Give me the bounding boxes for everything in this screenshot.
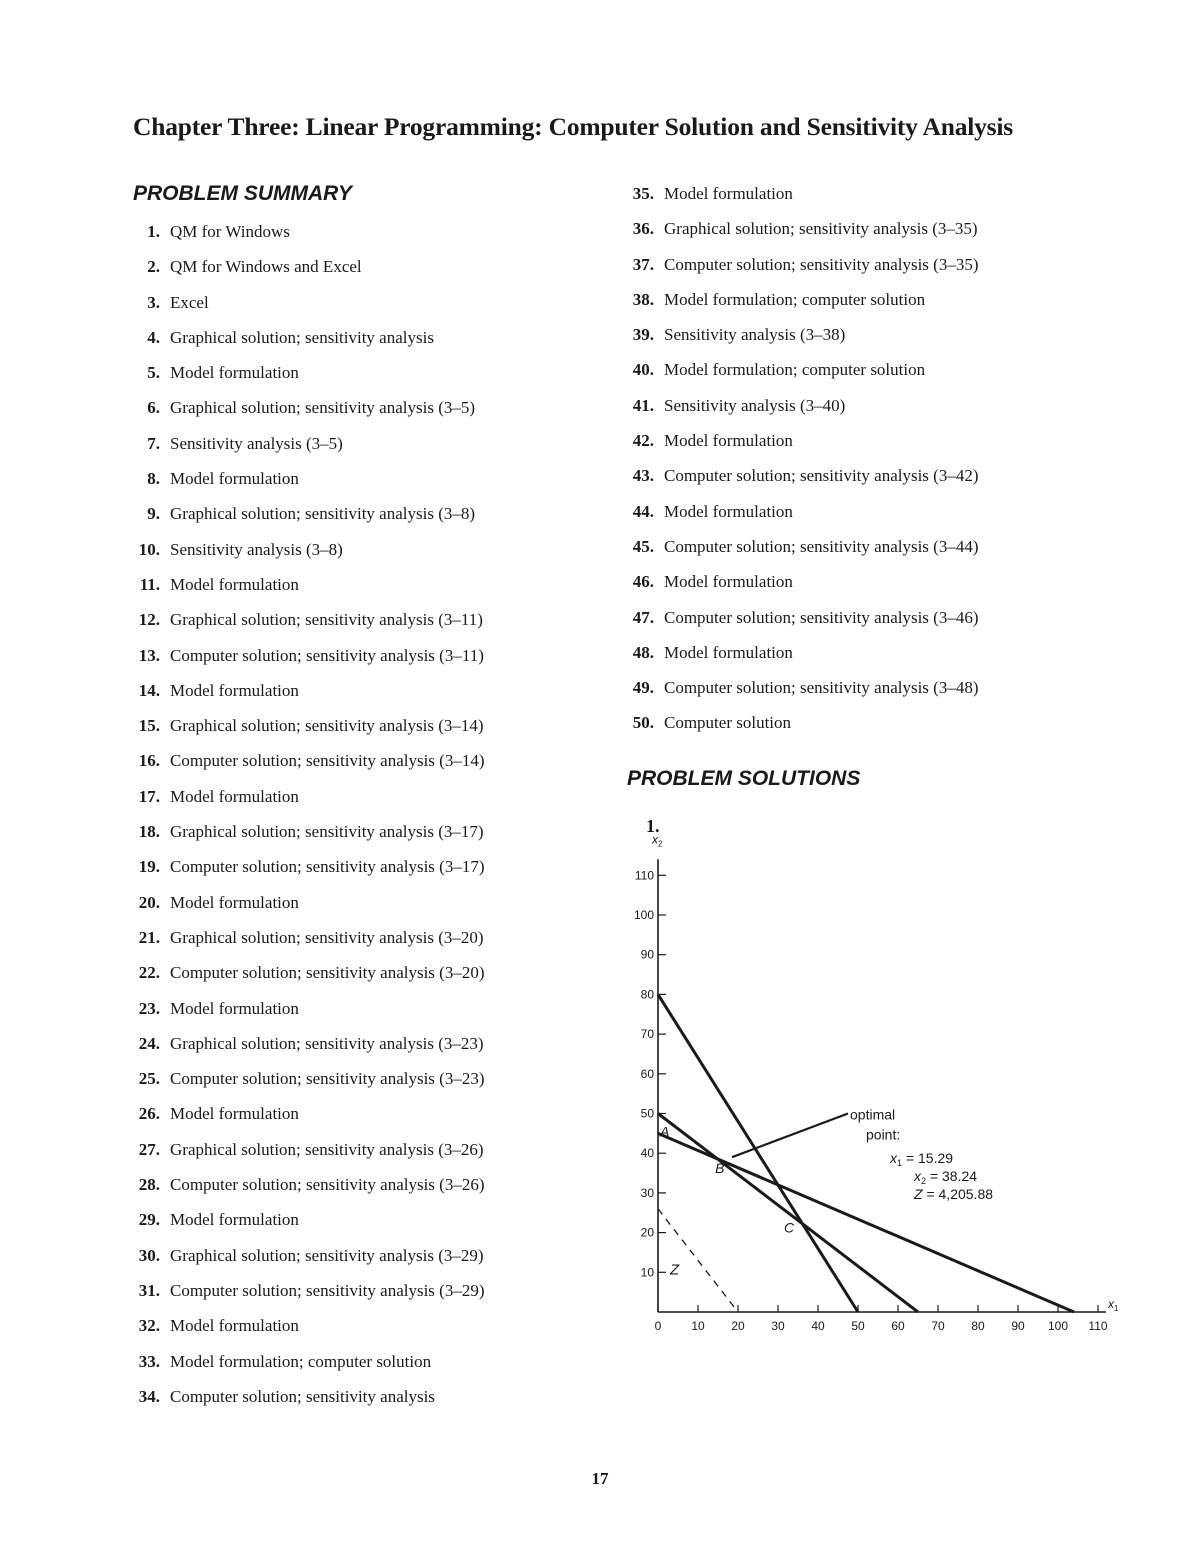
- summary-item-number: 47.: [632, 607, 654, 627]
- summary-item: [624, 388, 978, 423]
- summary-item: [624, 635, 978, 670]
- summary-item-text: Graphical solution; sensitivity analysis (3–5): [170, 398, 476, 418]
- summary-item-number: 18.: [138, 822, 160, 842]
- summary-item: [130, 1273, 484, 1308]
- summary-item-text: Graphical solution; sensitivity analysis (3–17): [170, 822, 484, 842]
- summary-item-text: Model formulation: [170, 680, 299, 700]
- summary-item-number: 2.: [147, 257, 160, 277]
- summary-item: [130, 673, 484, 708]
- summary-item: [130, 390, 484, 425]
- summary-item-text: Computer solution; sensitivity analysis (3–29): [170, 1280, 485, 1300]
- problem-summary-list-right: [624, 176, 978, 741]
- summary-item: [624, 600, 978, 635]
- summary-item-number: 33.: [138, 1351, 160, 1371]
- summary-item: [130, 885, 484, 920]
- summary-item-text: Model formulation: [170, 469, 299, 489]
- corner-point-b: B: [715, 1160, 725, 1177]
- optimal-point-label: point:: [866, 1126, 901, 1143]
- problem-summary-heading: PROBLEM SUMMARY: [133, 182, 352, 205]
- summary-item-number: 3.: [147, 292, 160, 312]
- x-tick-label: 30: [771, 1319, 785, 1333]
- summary-item: [130, 426, 484, 461]
- summary-item-text: Model formulation: [170, 1316, 299, 1336]
- summary-item-text: Sensitivity analysis (3–8): [170, 539, 343, 559]
- optimal-pointer: [732, 1114, 848, 1158]
- x-tick-label: 110: [1088, 1319, 1108, 1333]
- summary-item-number: 22.: [138, 963, 160, 983]
- y-tick-label: 30: [640, 1185, 654, 1200]
- summary-item-number: 46.: [632, 572, 654, 592]
- problem-1-number: 1.: [646, 816, 660, 836]
- problem-solutions-heading: PROBLEM SOLUTIONS: [627, 767, 861, 790]
- x-tick-label: 90: [1011, 1319, 1025, 1333]
- summary-item: [130, 814, 484, 849]
- summary-item-number: 36.: [632, 219, 654, 239]
- summary-item-text: Graphical solution; sensitivity analysis (3–11): [170, 610, 483, 630]
- summary-item-text: Excel: [170, 292, 209, 312]
- summary-item-text: Model formulation: [664, 501, 793, 521]
- summary-item-text: QM for Windows and Excel: [170, 257, 362, 277]
- summary-item: [130, 285, 484, 320]
- summary-item-text: Graphical solution; sensitivity analysis (3–23): [170, 1033, 484, 1053]
- optimal-label: optimal: [850, 1106, 896, 1123]
- y-tick-label: 90: [640, 947, 654, 962]
- summary-item-number: 14.: [138, 680, 160, 700]
- summary-item-text: Computer solution; sensitivity analysis (3–44): [664, 536, 979, 556]
- summary-item-number: 30.: [138, 1245, 160, 1265]
- x-tick-label: 80: [971, 1319, 985, 1333]
- summary-item: [130, 1061, 484, 1096]
- summary-item-text: Model formulation: [170, 1104, 299, 1124]
- summary-item-text: Model formulation: [170, 363, 299, 383]
- y-tick-label: 10: [640, 1265, 654, 1280]
- summary-item: [130, 779, 484, 814]
- summary-item: [130, 1096, 484, 1131]
- summary-item-number: 39.: [632, 325, 654, 345]
- summary-item-text: Computer solution; sensitivity analysis: [170, 1386, 435, 1406]
- summary-item: [130, 214, 484, 249]
- summary-item-number: 37.: [632, 254, 654, 274]
- summary-item: [624, 705, 978, 740]
- summary-item-number: 4.: [147, 327, 160, 347]
- summary-item: [624, 494, 978, 529]
- summary-item-text: Model formulation: [664, 431, 793, 451]
- y-tick-label: 50: [640, 1106, 654, 1121]
- summary-item-text: Sensitivity analysis (3–38): [664, 325, 846, 345]
- summary-item-number: 15.: [138, 716, 160, 736]
- corner-point-c: C: [784, 1219, 795, 1236]
- summary-item-number: 1.: [147, 222, 160, 241]
- summary-item: [130, 1026, 484, 1061]
- y-axis-label: $x_2$: [652, 836, 663, 849]
- summary-item-text: Graphical solution; sensitivity analysis (3–20): [170, 927, 484, 947]
- constraint-1-line: [658, 994, 858, 1312]
- x-tick-label: 100: [1047, 1319, 1069, 1333]
- y-tick-label: 110: [634, 868, 654, 883]
- summary-item-number: 48.: [632, 642, 654, 662]
- summary-item: [624, 282, 978, 317]
- summary-item-number: 26.: [138, 1104, 160, 1124]
- summary-item-number: 21.: [138, 927, 160, 947]
- optimal-x1: $x_1 = 15.29$: [890, 1150, 954, 1169]
- summary-item: [624, 529, 978, 564]
- summary-item-number: 17.: [138, 786, 160, 806]
- x-tick-label: 40: [811, 1319, 825, 1333]
- summary-item-number: 16.: [138, 751, 160, 771]
- summary-item-text: Model formulation: [664, 642, 793, 662]
- summary-item: [130, 743, 484, 778]
- summary-item-text: Model formulation; computer solution: [664, 360, 926, 380]
- summary-item: [624, 176, 978, 211]
- summary-item-text: Model formulation: [170, 892, 299, 912]
- y-tick-label: 40: [640, 1146, 654, 1161]
- summary-item-text: Model formulation: [170, 1210, 299, 1230]
- summary-item-number: 7.: [147, 433, 160, 453]
- summary-item-text: Computer solution; sensitivity analysis (3–11): [170, 645, 484, 665]
- x-tick-label: 20: [731, 1319, 745, 1333]
- summary-item-number: 45.: [632, 536, 654, 556]
- objective-label: Z: [670, 1261, 680, 1279]
- summary-item-number: 6.: [147, 398, 160, 418]
- x-tick-label: 60: [891, 1319, 905, 1333]
- summary-item-number: 5.: [147, 363, 160, 383]
- summary-item-text: Computer solution; sensitivity analysis (3–46): [664, 607, 979, 627]
- summary-item-text: QM for Windows: [170, 222, 290, 241]
- summary-item-text: Sensitivity analysis (3–5): [170, 433, 343, 453]
- summary-item-number: 49.: [632, 678, 654, 698]
- summary-item: [624, 564, 978, 599]
- summary-item-number: 13.: [138, 645, 160, 665]
- summary-item-number: 23.: [138, 998, 160, 1018]
- summary-item-number: 34.: [138, 1386, 160, 1406]
- summary-item-number: 19.: [138, 857, 160, 877]
- summary-item-number: 44.: [632, 501, 654, 521]
- summary-item-text: Graphical solution; sensitivity analysis (3–29): [170, 1245, 484, 1265]
- summary-item: [624, 670, 978, 705]
- y-tick-label: 60: [640, 1066, 654, 1081]
- summary-item-text: Computer solution; sensitivity analysis (3–14): [170, 751, 485, 771]
- x-tick-label: 70: [931, 1319, 945, 1333]
- summary-item: [130, 496, 484, 531]
- y-tick-label: 70: [640, 1027, 654, 1042]
- summary-item-text: Model formulation: [170, 998, 299, 1018]
- summary-item-number: 25.: [138, 1069, 160, 1089]
- summary-item-text: Model formulation: [170, 574, 299, 594]
- summary-item-text: Graphical solution; sensitivity analysis (3–8): [170, 504, 476, 524]
- x-tick-label: 10: [691, 1319, 705, 1333]
- summary-item-number: 29.: [138, 1210, 160, 1230]
- summary-item-number: 43.: [632, 466, 654, 486]
- summary-item-text: Computer solution; sensitivity analysis (3–20): [170, 963, 485, 983]
- summary-item-text: Model formulation; computer solution: [170, 1351, 432, 1371]
- summary-item-number: 12.: [138, 610, 160, 630]
- summary-item: [130, 249, 484, 284]
- summary-item: [624, 317, 978, 352]
- summary-item: [624, 423, 978, 458]
- summary-item-text: Model formulation: [664, 572, 793, 592]
- summary-item-number: 10.: [138, 539, 160, 559]
- summary-item: [624, 352, 978, 387]
- summary-item-number: 11.: [139, 574, 160, 594]
- summary-item-number: 32.: [138, 1316, 160, 1336]
- x-tick-label: 0: [654, 1319, 662, 1333]
- optimal-z: Z = 4,205.88: [914, 1185, 994, 1202]
- summary-item-number: 50.: [632, 713, 654, 733]
- summary-item-number: 38.: [632, 289, 654, 309]
- constraint-2-line: [658, 1114, 918, 1313]
- summary-item-text: Graphical solution; sensitivity analysis (3–14): [170, 716, 484, 736]
- summary-item-text: Sensitivity analysis (3–40): [664, 395, 846, 415]
- summary-item: [130, 1379, 484, 1414]
- summary-item-number: 9.: [147, 504, 160, 524]
- summary-item: [130, 955, 484, 990]
- summary-item-number: 27.: [138, 1139, 160, 1159]
- summary-item-number: 20.: [138, 892, 160, 912]
- summary-item-text: Model formulation: [170, 786, 299, 806]
- page-number: 17: [591, 1469, 609, 1488]
- summary-item-text: Graphical solution; sensitivity analysis (3–26): [170, 1139, 484, 1159]
- summary-item: [130, 320, 484, 355]
- summary-item: [130, 1238, 484, 1273]
- x-tick-label: 50: [851, 1319, 865, 1333]
- summary-item: [130, 991, 484, 1026]
- chapter-title: Chapter Three: Linear Programming: Computer Solution and Sensitivity Analysis: [133, 112, 1014, 141]
- summary-item: [130, 461, 484, 496]
- summary-item: [624, 247, 978, 282]
- corner-point-a: A: [660, 1123, 670, 1140]
- summary-item: [130, 849, 484, 884]
- summary-item-text: Model formulation: [664, 184, 793, 203]
- summary-item-number: 31.: [138, 1280, 160, 1300]
- summary-item-text: Computer solution; sensitivity analysis (3–35): [664, 254, 979, 274]
- summary-item: [624, 458, 978, 493]
- optimal-x2: $x_2 = 38.24$: [914, 1167, 978, 1186]
- summary-item: [130, 532, 484, 567]
- summary-item-number: 41.: [632, 395, 654, 415]
- problem-summary-list-left: [130, 214, 484, 1414]
- summary-item: [130, 1308, 484, 1343]
- summary-item: [624, 211, 978, 246]
- summary-item: [130, 920, 484, 955]
- summary-item-text: Graphical solution; sensitivity analysis (3–35): [664, 219, 978, 239]
- summary-item: [130, 355, 484, 390]
- summary-item-text: Computer solution; sensitivity analysis (3–48): [664, 678, 979, 698]
- summary-item-text: Computer solution; sensitivity analysis (3–17): [170, 857, 485, 877]
- summary-item-number: 40.: [632, 360, 654, 380]
- summary-item: [130, 638, 484, 673]
- summary-item: [130, 1202, 484, 1237]
- summary-item-text: Computer solution; sensitivity analysis (3–26): [170, 1175, 485, 1195]
- y-tick-label: 20: [640, 1225, 654, 1240]
- summary-item-number: 42.: [632, 431, 654, 451]
- summary-item: [130, 1132, 484, 1167]
- summary-item-text: Computer solution: [664, 713, 792, 733]
- summary-item-text: Graphical solution; sensitivity analysis: [170, 327, 434, 347]
- summary-item-text: Computer solution; sensitivity analysis (3–42): [664, 466, 979, 486]
- summary-item-number: 35.: [632, 184, 654, 203]
- summary-item: [130, 708, 484, 743]
- summary-item: [130, 1344, 484, 1379]
- summary-item: [130, 567, 484, 602]
- summary-item-number: 24.: [138, 1033, 160, 1053]
- summary-item: [130, 1167, 484, 1202]
- summary-item: [130, 602, 484, 637]
- summary-item-text: Model formulation; computer solution: [664, 289, 926, 309]
- x-axis-label: $x_1$: [1108, 1297, 1119, 1313]
- y-tick-label: 100: [633, 908, 654, 922]
- summary-item-number: 28.: [138, 1175, 160, 1195]
- lp-graph: [610, 836, 1150, 1336]
- summary-item-number: 8.: [147, 469, 160, 489]
- y-tick-label: 80: [640, 987, 654, 1002]
- summary-item-text: Computer solution; sensitivity analysis (3–23): [170, 1069, 485, 1089]
